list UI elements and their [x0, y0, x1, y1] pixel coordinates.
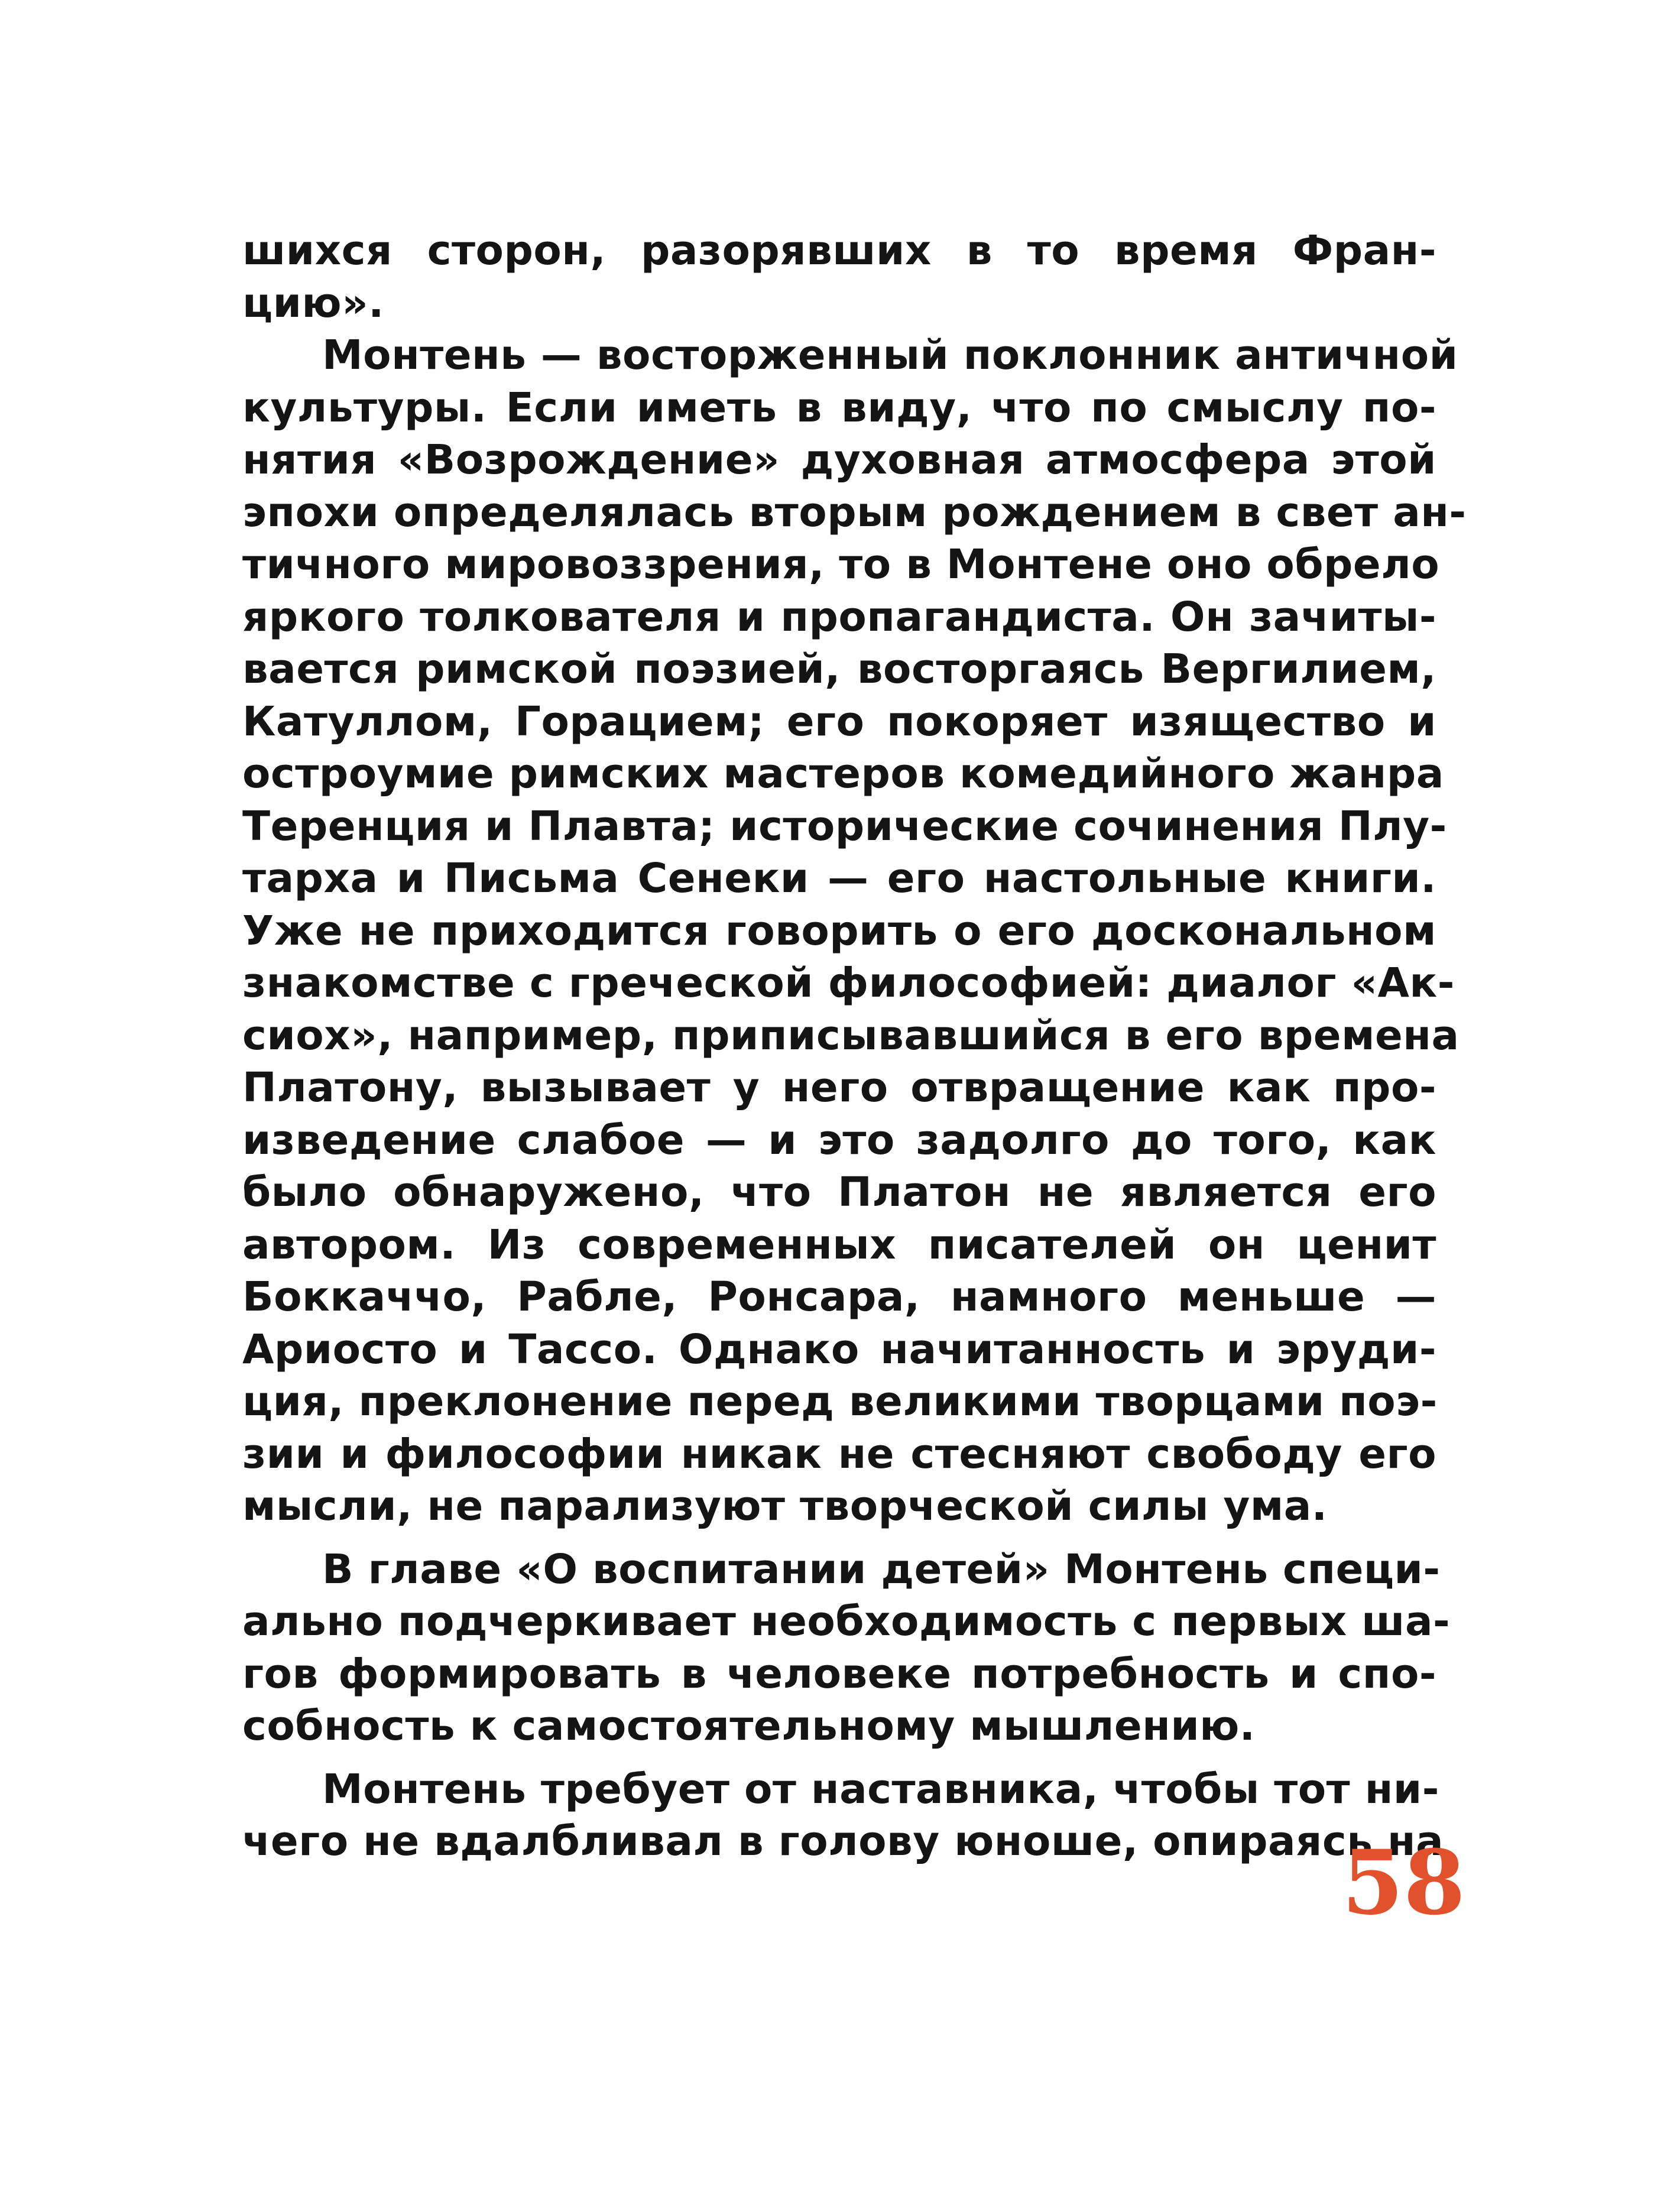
body-text — [242, 225, 1467, 1868]
page-number: 58 — [1342, 1831, 1465, 1935]
text-line: остроумие римских мастеров комедийного жанра — [242, 750, 1444, 797]
text-line: тарха и Письма Сенеки — его настольные книги. — [242, 855, 1436, 902]
text-line: изведение слабое — и это задолго до того, как — [242, 1116, 1436, 1164]
text-line: зии и философии никак не стесняют свободу его — [242, 1430, 1436, 1478]
text-line: знакомстве с греческой философией: диалог «Ак- — [242, 959, 1455, 1007]
text-line: вается римской поэзией, восторгаясь Вергилием, — [242, 646, 1436, 693]
text-line: ально подчеркивает необходимость с первых ша- — [242, 1598, 1451, 1645]
text-line: автором. Из современных писателей он ценит — [242, 1221, 1436, 1269]
text-line: культуры. Если иметь в виду, что по смыслу по- — [242, 384, 1436, 432]
text-line: тичного мировоззрения, то в Монтене оно обрело — [242, 541, 1440, 588]
text-line: мысли, не парализуют творческой силы ума. — [242, 1483, 1328, 1530]
text-line: сиох», например, приписывавшийся в его времена — [242, 1011, 1460, 1059]
text-line: цию». — [242, 279, 384, 327]
text-line: Платону, вызывает у него отвращение как про- — [242, 1064, 1436, 1111]
text-line: гов формировать в человеке потребность и спо- — [242, 1650, 1436, 1698]
text-line: Монтень — восторженный поклонник античной — [322, 332, 1458, 379]
text-line: Теренция и Плавта; исторические сочинения Плу- — [242, 802, 1447, 850]
text-line: яркого толкователя и пропагандиста. Он зачиты- — [242, 593, 1436, 641]
text-line: шихся сторон, разорявших в то время Фран- — [242, 227, 1436, 274]
text-line: собность к самостоятельному мышлению. — [242, 1702, 1256, 1750]
text-line: Монтень требует от наставника, чтобы тот ни- — [322, 1765, 1439, 1813]
text-line: чего не вдалбливал в голову юноше, опираясь на — [242, 1818, 1444, 1865]
text-line: Катуллом, Горацием; его покоряет изящество и — [242, 698, 1436, 745]
text-line: Боккаччо, Рабле, Ронсара, намного меньше — — [242, 1273, 1436, 1321]
text-line: Ариосто и Тассо. Однако начитанность и эруди- — [242, 1325, 1436, 1373]
text-line: ция, преклонение перед великими творцами поэ- — [242, 1378, 1438, 1425]
text-line: Уже не приходится говорить о его доскональном — [242, 907, 1436, 955]
text-line: нятия «Возрождение» духовная атмосфера этой — [242, 436, 1436, 484]
text-line: В главе «О воспитании детей» Монтень специ- — [322, 1545, 1441, 1593]
text-line: эпохи определялась вторым рождением в свет ан- — [242, 488, 1467, 536]
text-line: было обнаружено, что Платон не является его — [242, 1169, 1436, 1216]
